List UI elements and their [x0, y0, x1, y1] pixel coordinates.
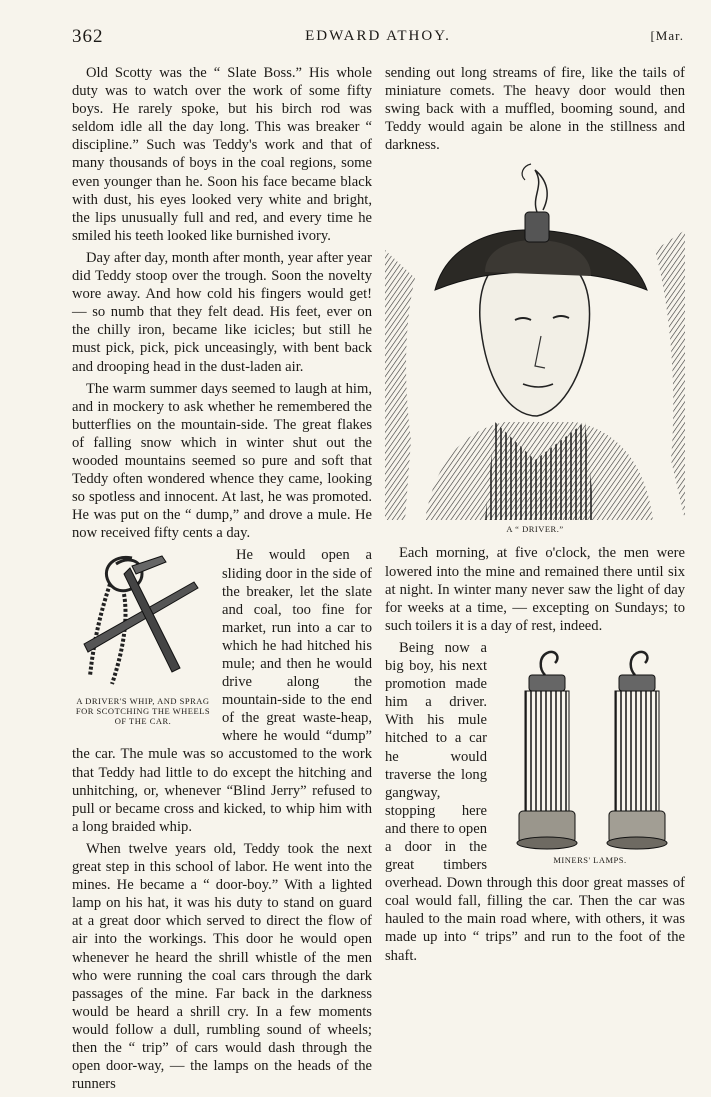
paragraph: Day after day, month after month, year after year did Teddy stoop over the trough. Soon the novelty wore away. And how cold his fingers would get! — so numb that they felt dead. His feet, ever on the chilly iron, became like icicles; but still he must pick, pick, pick unceasingly, with bent back and drooping head in the dust-laden air.	[72, 249, 372, 375]
running-title: EDWARD ATHOY.	[305, 28, 451, 44]
page-number: 362	[72, 26, 104, 47]
figure-caption: A DRIVER'S WHIP, AND SPRAG FOR SCOTCHING THE WHEELS OF THE CAR.	[75, 696, 211, 727]
paragraph: He would open a sliding door in the side of the breaker, let the slate and coal, too fine for market, run into a car to which he had hitched his mule; and then he would drive along the mountain-side to the end of the great waste-heap, where he would “dump” the car. The mule was so accustomed to the work that Teddy had little to do except the hitching and unhitching, or, whenever “Blind Jerry” refused to pull or became cross and kicked, to whip him with a long braided whip.	[72, 547, 372, 835]
driver-portrait-illustration	[385, 160, 685, 520]
right-column	[385, 64, 685, 969]
miners-lamps-illustration	[495, 643, 685, 855]
figure-caption: A “ DRIVER.”	[506, 524, 564, 535]
lamps-figure	[495, 643, 685, 865]
driver-figure	[385, 160, 685, 534]
paragraph: The warm summer days seemed to laugh at him, and in mockery to ask whether he remembered the butterflies on the mountain-side. The great flakes of falling snow which in winter shut out the wooded mountains seemed so pure and soft that Teddy often wondered whence they came, looking so spotless and innocent. At last, he was promoted. He was put on the “ dump,” and drove a mule. He now received fifty cents a day.	[72, 380, 372, 542]
paragraph: Old Scotty was the “ Slate Boss.” His whole duty was to watch over the work of some fifty boys. He rarely spoke, but his birch rod was seldom idle all the day long. This was breaker “ discipline.” Such was Teddy's work and that of many thousands of boys in the coal regions, some even younger than he. Soon his face became black with dust, his eyes looked very white and bright, the lips unusually full and red, and every time he smiled his teeth looked like burnished ivory.	[72, 65, 372, 244]
figure-caption: MINERS' LAMPS.	[553, 854, 627, 865]
paragraph: When twelve years old, Teddy took the next great step in this school of labor. He went into the mines. He became a “ door-boy.” With a lighted lamp on his hat, it was his duty to stand on guard at a great door which served to direct the flow of air into the workings. This door he would open whenever he heard the shrill whistle of the men who were running the coal cars through the dark passages of the mine. Far back in the darkness would be heard a shrill cry. In a few moments would follow a dull, rumbling sound of wheels; then the “ trip” of cars would dash through the open door-way, — the lamps on the heads of the runners	[72, 840, 372, 1093]
whip-and-sprag-illustration	[72, 548, 214, 696]
running-header	[72, 26, 684, 48]
paragraph: Each morning, at five o'clock, the men were lowered into the mine and remained there until six at night. In winter many never saw the light of day for weeks at a time, — excepting on Sundays; to such toilers it is a day of rest, indeed.	[385, 545, 685, 634]
paragraph: Being now a big boy, his next promotion made him a driver. With his mule hitched to a car he would traverse the long gangway, stopping here and there to open a door in the great timbers overhead. Down through this door great masses of coal would fall, filling the car. Then the car was hauled to the main road where, with others, it was made up into “ trips” and run to the foot of the shaft.	[385, 639, 685, 964]
whip-figure	[72, 548, 214, 726]
paragraph: sending out long streams of fire, like the tails of miniature comets. The heavy door would then swing back with a muffled, booming sound, and Teddy would again be alone in the stillness and darkness.	[385, 65, 685, 154]
left-column	[72, 64, 372, 1097]
issue-month: [Mar.	[650, 28, 684, 43]
